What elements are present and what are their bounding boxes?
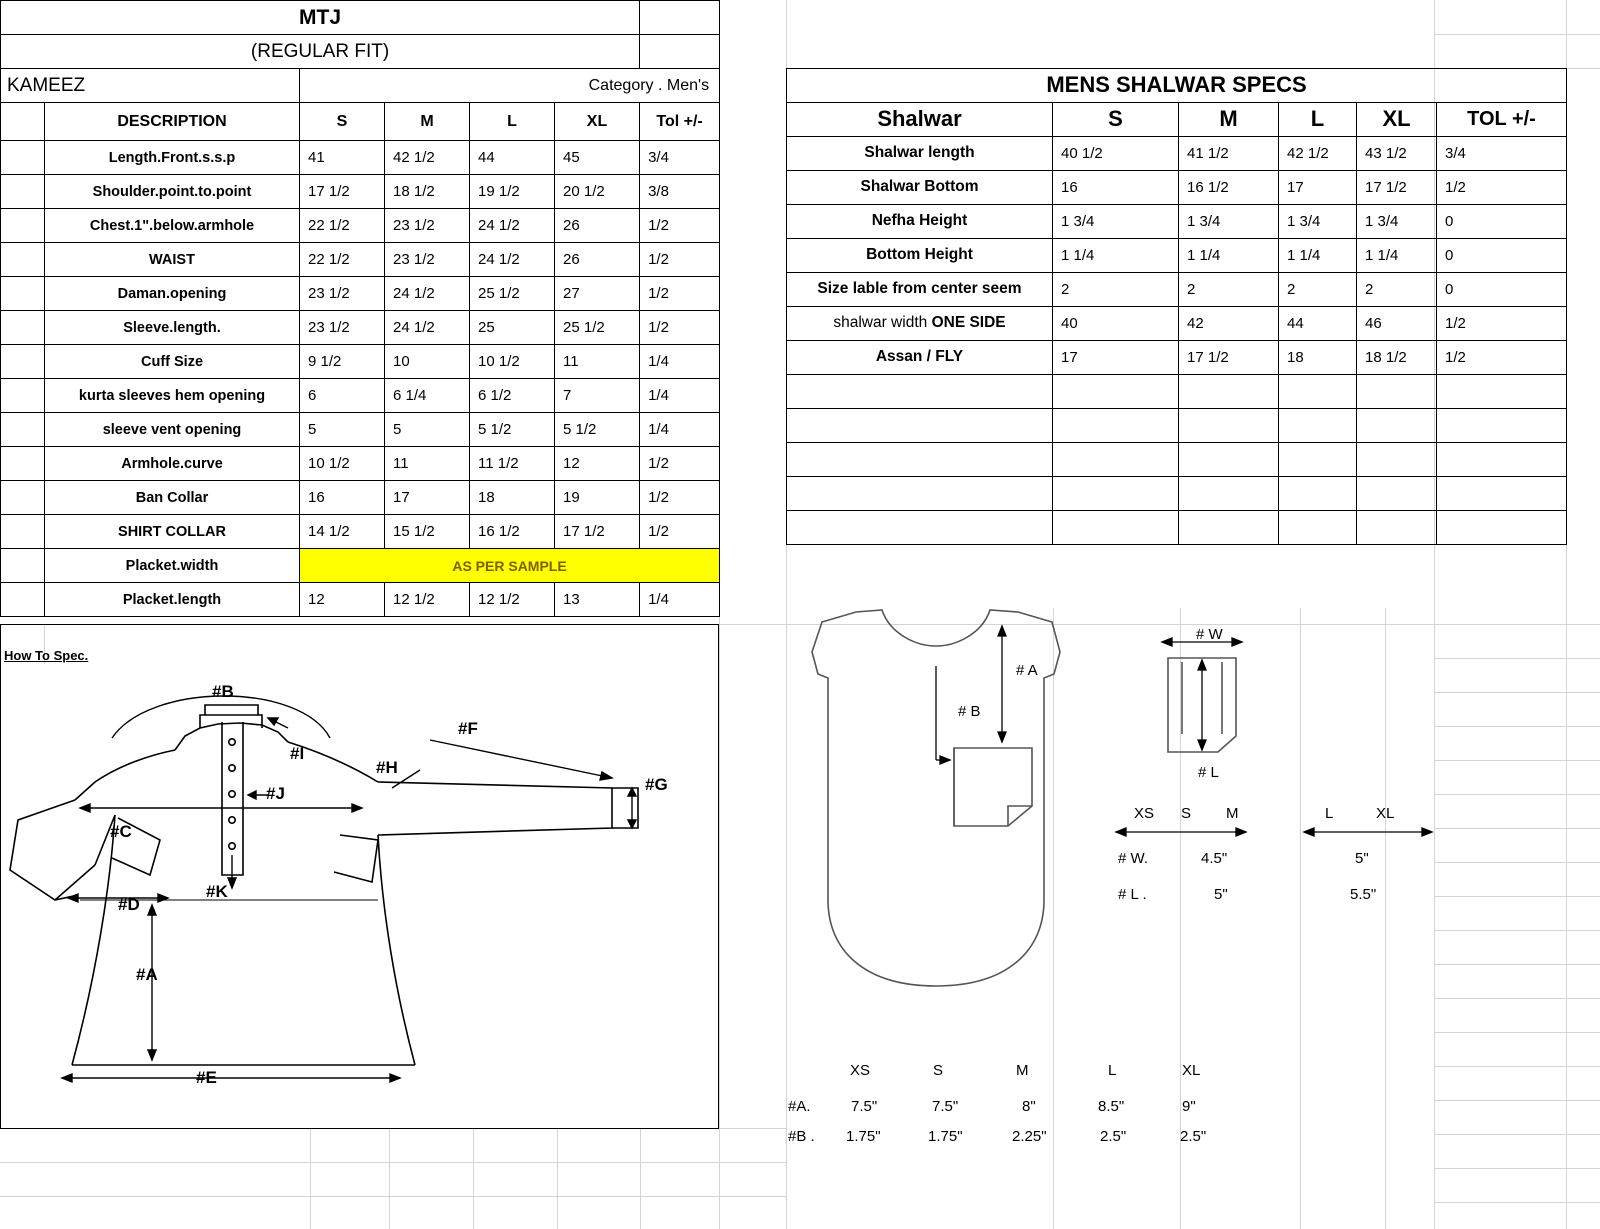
value-l: 42 1/2	[1279, 136, 1357, 170]
empty-cell	[1437, 510, 1567, 544]
table-row-spacer2	[787, 34, 1567, 68]
table-row	[787, 136, 1567, 170]
value-tol: 1/2	[1437, 306, 1567, 340]
measure-name-text: shalwar width	[833, 314, 932, 331]
value-xl: 11	[555, 345, 640, 379]
value-tol: 1/2	[640, 209, 720, 243]
table-row-empty	[787, 476, 1567, 510]
col-header-l: L	[1279, 102, 1357, 136]
value-xl: 13	[555, 583, 640, 617]
empty-cell	[1437, 408, 1567, 442]
placement-size-s: S	[933, 1062, 944, 1079]
value-l: 44	[470, 141, 555, 175]
pocket-label-w: # W	[1196, 626, 1223, 643]
kameez-label-d: #D	[118, 895, 140, 914]
value-s: 6	[300, 379, 385, 413]
col-header-s: S	[1053, 102, 1179, 136]
empty-cell	[1279, 34, 1357, 68]
measure-name: Chest.1".below.armhole	[45, 209, 300, 243]
grid-v	[473, 1128, 474, 1229]
table-row	[1, 481, 720, 515]
kameez-label-h: #H	[376, 758, 398, 777]
value-m: 6 1/4	[385, 379, 470, 413]
value-s: 12	[300, 583, 385, 617]
grid-v	[389, 1128, 390, 1229]
row-marker	[1, 345, 45, 379]
row-marker	[1, 549, 45, 583]
empty-cell	[1053, 476, 1179, 510]
empty-cell	[1279, 476, 1357, 510]
value-s: 10 1/2	[300, 447, 385, 481]
value-l: 17	[1279, 170, 1357, 204]
empty-cell	[640, 1, 720, 35]
empty-cell	[1357, 34, 1437, 68]
empty-cell	[1053, 374, 1179, 408]
empty-cell	[1179, 0, 1279, 34]
measure-name: Cuff Size	[45, 345, 300, 379]
table-row	[1, 345, 720, 379]
measure-name: kurta sleeves hem opening	[45, 379, 300, 413]
placement-row-a-label: #A.	[788, 1098, 811, 1115]
kameez-label-k: #K	[206, 882, 228, 901]
col-header-m: M	[1179, 102, 1279, 136]
value-xl: 43 1/2	[1357, 136, 1437, 170]
brand-title: MTJ	[1, 1, 640, 35]
value-tol: 1/4	[640, 413, 720, 447]
value-l: 10 1/2	[470, 345, 555, 379]
table-row	[1, 413, 720, 447]
value-m: 42	[1179, 306, 1279, 340]
measure-name	[787, 306, 1053, 340]
value-m: 12 1/2	[385, 583, 470, 617]
empty-cell	[787, 0, 1053, 34]
empty-cell	[1279, 0, 1357, 34]
value-l: 5 1/2	[470, 413, 555, 447]
empty-cell	[1437, 476, 1567, 510]
table-row-empty	[787, 442, 1567, 476]
value-xl: 1 1/4	[1357, 238, 1437, 272]
measure-name: Shoulder.point.to.point	[45, 175, 300, 209]
empty-cell	[1179, 374, 1279, 408]
value-xl: 45	[555, 141, 640, 175]
value-s: 1 3/4	[1053, 204, 1179, 238]
measure-name: Ban Collar	[45, 481, 300, 515]
table-row-placket-width	[1, 549, 720, 583]
value-xl: 1 3/4	[1357, 204, 1437, 238]
table-row	[1, 175, 720, 209]
value-s: 17 1/2	[300, 175, 385, 209]
pocket-l-row-label: # L .	[1118, 886, 1147, 903]
kameez-label-a: #A	[136, 965, 158, 984]
value-tol: 1/2	[1437, 170, 1567, 204]
kameez-spec-table	[0, 0, 720, 617]
table-row	[1, 447, 720, 481]
row-marker	[1, 447, 45, 481]
value-xl: 26	[555, 243, 640, 277]
value-tol: 0	[1437, 272, 1567, 306]
table-row-empty	[787, 374, 1567, 408]
empty-cell	[1179, 476, 1279, 510]
row-marker	[1, 243, 45, 277]
empty-cell	[1053, 510, 1179, 544]
measure-name: Nefha Height	[787, 204, 1053, 238]
value-s: 16	[1053, 170, 1179, 204]
value-xl: 17 1/2	[1357, 170, 1437, 204]
pocket-label-l: # L	[1198, 764, 1219, 781]
value-tol: 1/2	[1437, 340, 1567, 374]
table-row	[787, 272, 1567, 306]
table-row	[1, 311, 720, 345]
placement-size-xl: XL	[1182, 1062, 1201, 1079]
value-tol: 0	[1437, 238, 1567, 272]
empty-cell	[1179, 510, 1279, 544]
measure-name: WAIST	[45, 243, 300, 277]
value-s: 40 1/2	[1053, 136, 1179, 170]
value-xl: 20 1/2	[555, 175, 640, 209]
value-xl: 26	[555, 209, 640, 243]
empty-cell	[1357, 442, 1437, 476]
value-m: 16 1/2	[1179, 170, 1279, 204]
value-l: 2	[1279, 272, 1357, 306]
value-tol: 1/2	[640, 447, 720, 481]
value-xl: 46	[1357, 306, 1437, 340]
empty-cell	[1179, 34, 1279, 68]
value-l: 44	[1279, 306, 1357, 340]
measure-name: Placket.length	[45, 583, 300, 617]
placement-row-b-xl: 2.5"	[1180, 1128, 1207, 1145]
placement-row-a-xs: 7.5"	[851, 1098, 878, 1115]
value-l: 18	[1279, 340, 1357, 374]
col-header-xl: XL	[1357, 102, 1437, 136]
as-per-sample-note: AS PER SAMPLE	[300, 549, 720, 583]
placement-row-b-l: 2.5"	[1100, 1128, 1127, 1145]
value-s: 1 1/4	[1053, 238, 1179, 272]
value-m: 2	[1179, 272, 1279, 306]
pocket-size-xs: XS	[1134, 805, 1155, 822]
kameez-label-b: #B	[212, 682, 234, 701]
col-header-tol: Tol +/-	[640, 103, 720, 141]
value-m: 10	[385, 345, 470, 379]
empty-cell	[640, 35, 720, 69]
empty-cell	[1357, 374, 1437, 408]
empty-cell	[1357, 0, 1437, 34]
pocket-w-value-small: 4.5"	[1201, 850, 1228, 867]
empty-cell	[1053, 442, 1179, 476]
empty-cell	[1279, 442, 1357, 476]
row-marker	[1, 413, 45, 447]
value-xl: 18 1/2	[1357, 340, 1437, 374]
empty-cell	[1279, 408, 1357, 442]
measure-name: Placket.width	[45, 549, 300, 583]
value-l: 11 1/2	[470, 447, 555, 481]
fit-title: (REGULAR FIT)	[1, 35, 640, 69]
value-tol: 1/4	[640, 379, 720, 413]
value-xl: 5 1/2	[555, 413, 640, 447]
empty-cell	[1179, 408, 1279, 442]
placement-row-b-label: #B .	[788, 1128, 815, 1145]
measure-name: Daman.opening	[45, 277, 300, 311]
value-tol: 1/2	[640, 515, 720, 549]
value-tol: 1/2	[640, 243, 720, 277]
empty-cell	[1437, 0, 1567, 34]
value-xl: 19	[555, 481, 640, 515]
empty-cell	[1053, 34, 1179, 68]
pocket-l-value-large: 5.5"	[1350, 886, 1377, 903]
value-m: 23 1/2	[385, 209, 470, 243]
table-row	[1, 277, 720, 311]
value-tol: 0	[1437, 204, 1567, 238]
value-l: 1 3/4	[1279, 204, 1357, 238]
row-marker	[1, 515, 45, 549]
empty-cell	[1053, 408, 1179, 442]
pocket-label-a-main: # A	[1016, 662, 1038, 679]
value-s: 23 1/2	[300, 277, 385, 311]
table-row	[1, 209, 720, 243]
empty-cell	[787, 408, 1053, 442]
value-tol: 1/4	[640, 583, 720, 617]
empty-cell	[1437, 374, 1567, 408]
grid-v	[557, 1128, 558, 1229]
placement-row-a-l: 8.5"	[1098, 1098, 1125, 1115]
table-header-row	[787, 102, 1567, 136]
table-row	[787, 204, 1567, 238]
placement-row-a-s: 7.5"	[932, 1098, 959, 1115]
row-marker	[1, 583, 45, 617]
table-row	[1, 515, 720, 549]
empty-cell	[1357, 510, 1437, 544]
pocket-size-l: L	[1325, 805, 1334, 822]
value-tol: 3/4	[1437, 136, 1567, 170]
table-row	[1, 141, 720, 175]
grid-h	[0, 1196, 786, 1197]
value-m: 1 1/4	[1179, 238, 1279, 272]
value-m: 11	[385, 447, 470, 481]
measure-name: Size lable from center seem	[787, 272, 1053, 306]
empty-cell	[787, 374, 1053, 408]
howto-spec-label: How To Spec.	[4, 648, 89, 663]
grid-h	[1434, 1100, 1600, 1101]
value-xl: 17 1/2	[555, 515, 640, 549]
value-l: 19 1/2	[470, 175, 555, 209]
col-header-s: S	[300, 103, 385, 141]
value-s: 5	[300, 413, 385, 447]
placement-size-xs: XS	[850, 1062, 871, 1079]
table-row-brand	[1, 1, 720, 35]
empty-cell	[1179, 442, 1279, 476]
table-row	[787, 340, 1567, 374]
value-tol: 3/8	[640, 175, 720, 209]
grid-v	[640, 1128, 641, 1229]
row-marker	[1, 141, 45, 175]
kameez-label-c: #C	[110, 822, 132, 841]
kameez-label-g: #G	[645, 775, 668, 794]
col-header-tol: TOL +/-	[1437, 102, 1567, 136]
empty-cell	[1053, 0, 1179, 34]
pocket-label-b-main: # B	[958, 703, 981, 720]
value-l: 16 1/2	[470, 515, 555, 549]
value-tol: 1/2	[640, 277, 720, 311]
category-label: Category . Men's	[300, 69, 720, 103]
value-s: 14 1/2	[300, 515, 385, 549]
grid-v	[719, 624, 720, 1229]
value-s: 23 1/2	[300, 311, 385, 345]
value-m: 24 1/2	[385, 277, 470, 311]
empty-cell	[787, 442, 1053, 476]
value-tol: 1/2	[640, 481, 720, 515]
value-s: 16	[300, 481, 385, 515]
table-row	[787, 306, 1567, 340]
measure-name: Shalwar Bottom	[787, 170, 1053, 204]
row-marker	[1, 481, 45, 515]
shalwar-specs-title: MENS SHALWAR SPECS	[787, 68, 1567, 102]
measure-name: Sleeve.length.	[45, 311, 300, 345]
col-header-l: L	[470, 103, 555, 141]
placement-row-b-s: 1.75"	[928, 1128, 963, 1145]
value-m: 23 1/2	[385, 243, 470, 277]
measure-name-emphasis: ONE SIDE	[931, 314, 1006, 331]
col-header-xl: XL	[555, 103, 640, 141]
value-s: 22 1/2	[300, 209, 385, 243]
measure-name: Bottom Height	[787, 238, 1053, 272]
empty-cell	[1357, 476, 1437, 510]
value-xl: 27	[555, 277, 640, 311]
placement-row-a-m: 8"	[1022, 1098, 1036, 1115]
row-marker	[1, 175, 45, 209]
grid-h	[1434, 1134, 1600, 1135]
empty-cell	[1357, 408, 1437, 442]
value-l: 24 1/2	[470, 209, 555, 243]
shalwar-spec-table	[786, 0, 1567, 545]
col-header-description: DESCRIPTION	[45, 103, 300, 141]
measure-name: Length.Front.s.s.p	[45, 141, 300, 175]
table-row-spacer	[787, 0, 1567, 34]
empty-cell	[1437, 442, 1567, 476]
pocket-placement-drawing	[786, 600, 1486, 1070]
value-tol: 1/2	[640, 311, 720, 345]
grid-h	[0, 1162, 786, 1163]
value-m: 18 1/2	[385, 175, 470, 209]
empty-cell	[787, 34, 1053, 68]
value-l: 18	[470, 481, 555, 515]
measure-name: Shalwar length	[787, 136, 1053, 170]
value-l: 25	[470, 311, 555, 345]
kameez-technical-drawing	[0, 660, 719, 1110]
pocket-size-m: M	[1226, 805, 1239, 822]
measure-name: Assan / FLY	[787, 340, 1053, 374]
placement-size-m: M	[1016, 1062, 1029, 1079]
table-header-row	[1, 103, 720, 141]
value-m: 17	[385, 481, 470, 515]
value-m: 17 1/2	[1179, 340, 1279, 374]
placement-size-l: L	[1108, 1062, 1117, 1079]
empty-cell	[1, 103, 45, 141]
table-row-placket-length	[1, 583, 720, 617]
row-marker	[1, 209, 45, 243]
value-s: 9 1/2	[300, 345, 385, 379]
value-s: 22 1/2	[300, 243, 385, 277]
value-m: 1 3/4	[1179, 204, 1279, 238]
placement-row-b-m: 2.25"	[1012, 1128, 1047, 1145]
value-tol: 1/4	[640, 345, 720, 379]
value-m: 5	[385, 413, 470, 447]
kameez-label-i: #I	[290, 744, 305, 763]
measure-name: Armhole.curve	[45, 447, 300, 481]
empty-cell	[1279, 374, 1357, 408]
value-s: 40	[1053, 306, 1179, 340]
empty-cell	[787, 510, 1053, 544]
row-marker	[1, 311, 45, 345]
value-m: 42 1/2	[385, 141, 470, 175]
measure-name: sleeve vent opening	[45, 413, 300, 447]
kameez-label-j: #J	[266, 784, 285, 803]
measure-name: SHIRT COLLAR	[45, 515, 300, 549]
value-m: 41 1/2	[1179, 136, 1279, 170]
value-xl: 25 1/2	[555, 311, 640, 345]
value-xl: 2	[1357, 272, 1437, 306]
placement-row-a-xl: 9"	[1182, 1098, 1196, 1115]
row-marker	[1, 379, 45, 413]
table-row	[787, 170, 1567, 204]
empty-cell	[787, 476, 1053, 510]
table-row	[1, 243, 720, 277]
value-xl: 7	[555, 379, 640, 413]
empty-cell	[1437, 34, 1567, 68]
placement-row-b-xs: 1.75"	[846, 1128, 881, 1145]
grid-v	[310, 1128, 311, 1229]
value-xl: 12	[555, 447, 640, 481]
col-header-m: M	[385, 103, 470, 141]
garment-label: KAMEEZ	[1, 69, 300, 103]
value-s: 2	[1053, 272, 1179, 306]
value-s: 17	[1053, 340, 1179, 374]
grid-h	[1434, 1168, 1600, 1169]
table-row-empty	[787, 408, 1567, 442]
table-row-shalwar-title	[787, 68, 1567, 102]
table-row-category	[1, 69, 720, 103]
pocket-size-s: S	[1181, 805, 1192, 822]
pocket-size-xl: XL	[1376, 805, 1395, 822]
value-l: 6 1/2	[470, 379, 555, 413]
table-row-fit	[1, 35, 720, 69]
value-m: 24 1/2	[385, 311, 470, 345]
value-l: 25 1/2	[470, 277, 555, 311]
value-l: 1 1/4	[1279, 238, 1357, 272]
col-header-shalwar: Shalwar	[787, 102, 1053, 136]
value-l: 24 1/2	[470, 243, 555, 277]
pocket-w-value-large: 5"	[1355, 850, 1369, 867]
grid-h	[1434, 1202, 1600, 1203]
pocket-l-value-small: 5"	[1214, 886, 1228, 903]
pocket-w-row-label: # W.	[1118, 850, 1149, 867]
row-marker	[1, 277, 45, 311]
table-row	[787, 238, 1567, 272]
kameez-label-e: #E	[196, 1068, 217, 1087]
table-row-empty	[787, 510, 1567, 544]
kameez-label-f: #F	[458, 719, 478, 738]
value-tol: 3/4	[640, 141, 720, 175]
value-l: 12 1/2	[470, 583, 555, 617]
value-s: 41	[300, 141, 385, 175]
empty-cell	[1279, 510, 1357, 544]
table-row	[1, 379, 720, 413]
value-m: 15 1/2	[385, 515, 470, 549]
